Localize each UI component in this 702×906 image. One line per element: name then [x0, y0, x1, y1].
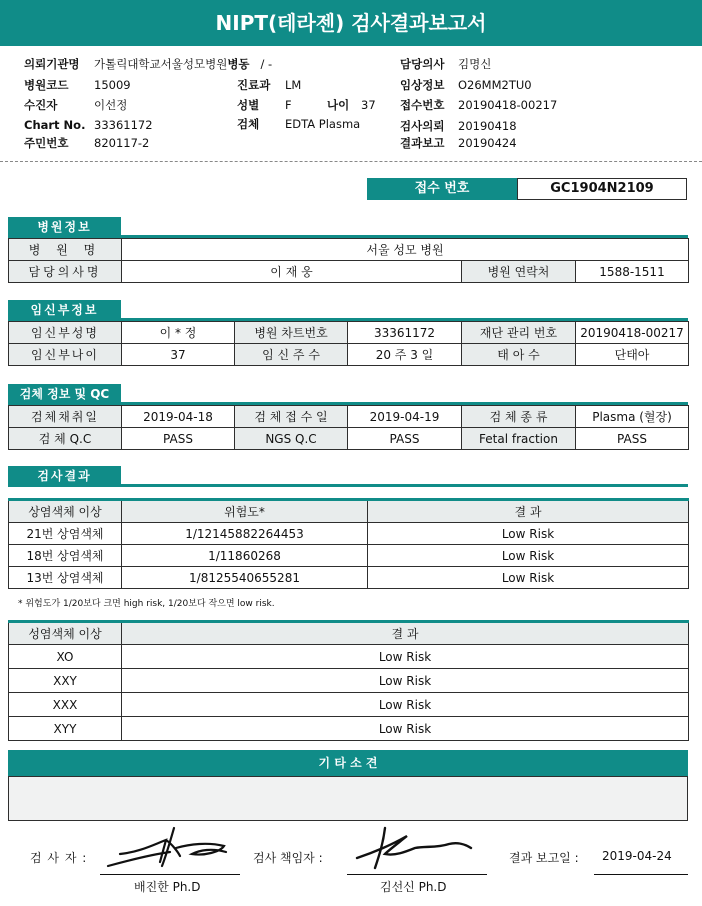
report-title: NIPT(테라젠) 검사결과보고서	[0, 0, 702, 46]
meta-doctor: 담당의사 김명신	[400, 57, 492, 71]
risk-value: 1/12145882264453	[122, 523, 368, 545]
chromosome-name: 13번 상염색체	[9, 567, 122, 589]
chromosome-name: 21번 상염색체	[9, 523, 122, 545]
meta-sex: 성별 F	[237, 98, 292, 112]
tester-signature-line	[100, 874, 240, 875]
result-header: 결 과	[368, 500, 689, 523]
fetus-count-value: 단태아	[576, 344, 689, 366]
meta-clinical: 임상정보 O26MM2TU0	[400, 78, 532, 92]
ngs-qc-label: NGS Q.C	[235, 428, 348, 450]
sex-chromosome-name: XXX	[9, 693, 122, 717]
section-hospital-info: 병원정보	[8, 217, 121, 237]
chart-no-value: 33361172	[348, 322, 462, 344]
meta-accept: 접수번호 20190418-00217	[400, 98, 558, 112]
ngs-qc-value: PASS	[348, 428, 462, 450]
specimen-type-value: Plasma (혈장)	[576, 406, 689, 428]
receive-date-value: 2019-04-19	[348, 406, 462, 428]
doctor-name-label: 담당의사명	[9, 261, 122, 283]
report-date-line	[594, 874, 688, 875]
remarks-title: 기 타 소 견	[8, 750, 688, 776]
supervisor-name: 김선신 Ph.D	[380, 880, 447, 894]
tester-label: 검 사 자 :	[30, 851, 88, 865]
tester-signature-icon	[100, 822, 235, 872]
supervisor-signature-icon	[345, 822, 480, 872]
fetal-fraction-label: Fetal fraction	[462, 428, 576, 450]
section-specimen-info: 검체 정보 및 QC	[8, 384, 121, 404]
pregnant-age-value: 37	[122, 344, 235, 366]
weeks-label: 임 신 주 수	[235, 344, 348, 366]
table-row	[9, 567, 689, 589]
risk-note: * 위험도가 1/20보다 크면 high risk, 1/20보다 작으면 low risk.	[18, 599, 275, 609]
doctor-name-value: 이 재 웅	[122, 261, 462, 283]
meta-code: 병원코드 15009	[24, 78, 131, 92]
result-value: Low Risk	[368, 545, 689, 567]
hospital-info-table	[8, 238, 689, 283]
sex-chromosome-name: XO	[9, 645, 122, 669]
hospital-name-value: 서울 성모 병원	[122, 239, 689, 261]
meta-dept: 진료과 LM	[237, 78, 302, 92]
result-value: Low Risk	[368, 523, 689, 545]
autosome-header: 상염색체 이상	[9, 500, 122, 523]
table-row	[9, 545, 689, 567]
receipt-value: GC1904N2109	[517, 178, 687, 200]
foundation-no-label: 재단 관리 번호	[462, 322, 576, 344]
receipt-label: 접수 번호	[367, 178, 517, 200]
meta-chart: Chart No. 33361172	[24, 118, 153, 132]
pregnant-name-value: 이 * 정	[122, 322, 235, 344]
meta-report: 결과보고 20190424	[400, 136, 517, 150]
meta-request: 검사의뢰 20190418	[400, 119, 517, 133]
hospital-name-label: 병 원 명	[9, 239, 122, 261]
section-pregnant-info: 임신부정보	[8, 300, 121, 320]
specimen-info-table	[8, 405, 689, 450]
contact-label: 병원 연락처	[462, 261, 576, 283]
table-row	[9, 717, 689, 741]
collect-date-value: 2019-04-18	[122, 406, 235, 428]
specimen-qc-value: PASS	[122, 428, 235, 450]
contact-value: 1588-1511	[576, 261, 689, 283]
divider	[0, 161, 702, 162]
report-date-label: 결과 보고일 :	[509, 851, 579, 865]
pregnant-info-table	[8, 321, 689, 366]
sex-result-value: Low Risk	[122, 693, 689, 717]
table-row	[9, 645, 689, 669]
sex-chromosome-header: 성염색체 이상	[9, 622, 122, 645]
specimen-qc-label: 검 체 Q.C	[9, 428, 122, 450]
chart-no-label: 병원 차트번호	[235, 322, 348, 344]
specimen-type-label: 검 체 종 류	[462, 406, 576, 428]
fetal-fraction-value: PASS	[576, 428, 689, 450]
pregnant-name-label: 임신부성명	[9, 322, 122, 344]
table-row	[9, 693, 689, 717]
table-row	[9, 669, 689, 693]
section-results: 검사결과	[8, 466, 121, 486]
weeks-value: 20 주 3 일	[348, 344, 462, 366]
sex-result-value: Low Risk	[122, 669, 689, 693]
chromosome-name: 18번 상염색체	[9, 545, 122, 567]
sex-chromosome-table	[8, 620, 689, 741]
sex-chromosome-name: XYY	[9, 717, 122, 741]
table-row	[9, 523, 689, 545]
sex-result-value: Low Risk	[122, 717, 689, 741]
supervisor-label: 검사 책임자 :	[253, 851, 323, 865]
collect-date-label: 검체채취일	[9, 406, 122, 428]
foundation-no-value: 20190418-00217	[576, 322, 689, 344]
fetus-count-label: 태 아 수	[462, 344, 576, 366]
tester-name: 배진한 Ph.D	[134, 880, 201, 894]
section-rule	[8, 484, 688, 487]
meta-age: 나이 37	[327, 98, 376, 112]
sex-result-header: 결 과	[122, 622, 689, 645]
autosome-results-table	[8, 498, 689, 589]
sex-chromosome-name: XXY	[9, 669, 122, 693]
risk-value: 1/8125540655281	[122, 567, 368, 589]
meta-id: 주민번호 820117-2	[24, 136, 150, 150]
supervisor-signature-line	[347, 874, 487, 875]
pregnant-age-label: 임신부나이	[9, 344, 122, 366]
receive-date-label: 검 체 접 수 일	[235, 406, 348, 428]
risk-header: 위험도*	[122, 500, 368, 523]
result-value: Low Risk	[368, 567, 689, 589]
risk-value: 1/11860268	[122, 545, 368, 567]
meta-subject: 수진자 이선정	[24, 98, 128, 112]
meta-hospital: 의뢰기관명 가톨릭대학교서울성모병원병동 / -	[24, 57, 273, 71]
meta-specimen: 검체 EDTA Plasma	[237, 117, 361, 131]
report-date-value: 2019-04-24	[602, 849, 672, 863]
sex-result-value: Low Risk	[122, 645, 689, 669]
remarks-content	[8, 776, 688, 821]
